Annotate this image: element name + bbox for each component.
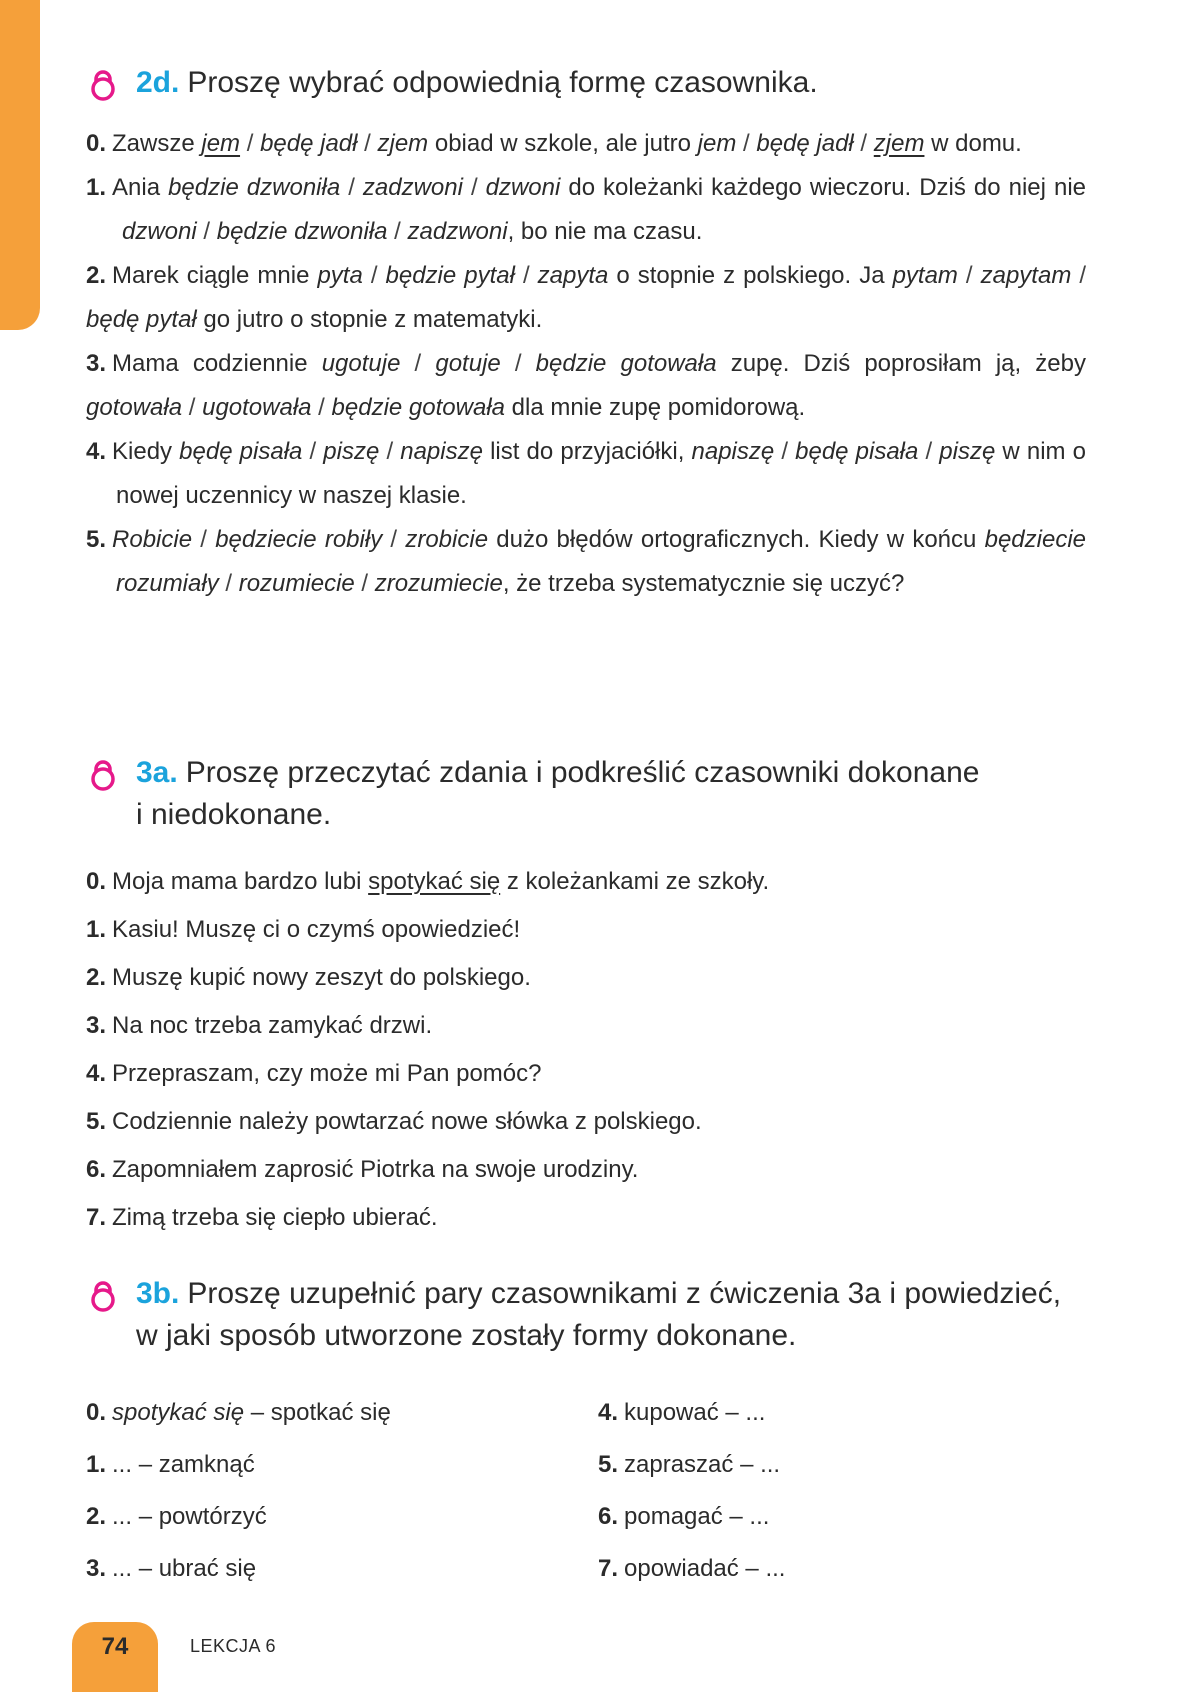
exercise-3b-number: 3b. bbox=[136, 1277, 180, 1310]
exercise-3b bbox=[86, 1273, 1086, 1591]
underlined-verb: spotykać się bbox=[368, 868, 501, 895]
list-item: 6. Zapomniałem zaprosić Piotrka na swoje urodziny. bbox=[86, 1156, 639, 1183]
list-item: 1. Kasiu! Muszę ci o czymś opowiedzieć! bbox=[86, 916, 521, 943]
list-item: 3. Na noc trzeba zamykać drzwi. bbox=[86, 1012, 433, 1039]
pair-item: 7. opowiadać – ... bbox=[598, 1555, 786, 1582]
list-item: 2. Marek ciągle mnie pyta / będzie pytał / zapyta o stopnie z polskiego. Ja pytam / zapytam / będę pytał go jutro o stopnie z matematyki. bbox=[86, 262, 1086, 333]
pair-item: 6. pomagać – ... bbox=[598, 1503, 770, 1530]
exercise-3b-pairs bbox=[86, 1391, 1086, 1591]
exercise-3a-heading bbox=[86, 752, 1086, 836]
pair-item: 4. kupować – ... bbox=[598, 1399, 766, 1426]
padlock-icon bbox=[86, 1279, 120, 1313]
exercise-3a-title-line1: Proszę przeczytać zdania i podkreślić czasowniki dokonane bbox=[185, 756, 980, 789]
exercise-3b-heading bbox=[86, 1273, 1086, 1357]
pair-item: 5. zapraszać – ... bbox=[598, 1451, 781, 1478]
padlock-icon bbox=[86, 68, 120, 102]
page-number: 74 bbox=[72, 1622, 158, 1692]
exercise-2d bbox=[86, 62, 1086, 606]
list-item: 5. Codziennie należy powtarzać nowe słówka z polskiego. bbox=[86, 1108, 702, 1135]
exercise-2d-title: Proszę wybrać odpowiednią formę czasownika. bbox=[187, 66, 818, 99]
list-item: 1. Ania będzie dzwoniła / zadzwoni / dzwoni do koleżanki każdego wieczoru. Dziś do niej nie dzwoni / będzie dzwoniła / zadzwoni, bo nie ma czasu. bbox=[86, 174, 1086, 245]
exercise-3a-list bbox=[86, 858, 1086, 1242]
list-item: 4. Kiedy będę pisała / piszę / napiszę list do przyjaciółki, napiszę / będę pisała / piszę w nim o nowej uczennicy w naszej klasie. bbox=[86, 438, 1086, 509]
exercise-3a bbox=[86, 752, 1086, 1242]
pair-item: 3. ... – ubrać się bbox=[86, 1555, 257, 1582]
exercise-3a-number: 3a. bbox=[136, 756, 178, 789]
side-tab-marker bbox=[0, 0, 40, 330]
exercise-3b-title-line2: w jaki sposób utworzone zostały formy dokonane. bbox=[136, 1319, 797, 1352]
pair-item: 1. ... – zamknąć bbox=[86, 1451, 255, 1478]
pair-item: 0. spotykać się – spotkać się bbox=[86, 1399, 391, 1426]
list-item: 3. Mama codziennie ugotuje / gotuje / będzie gotowała zupę. Dziś poprosiłam ją, żeby gotowała / ugotowała / będzie gotowała dla mnie zupę pomidorową. bbox=[86, 350, 1086, 421]
exercise-3b-title-line1: Proszę uzupełnić pary czasownikami z ćwiczenia 3a i powiedzieć, bbox=[187, 1277, 1062, 1310]
pair-item: 2. ... – powtórzyć bbox=[86, 1503, 267, 1530]
exercise-2d-number: 2d. bbox=[136, 66, 180, 99]
list-item: 0. Moja mama bardzo lubi spotykać się z koleżankami ze szkoły. bbox=[86, 868, 770, 895]
page-footer bbox=[0, 1622, 400, 1683]
exercise-2d-list bbox=[86, 122, 1086, 606]
lesson-label: LEKCJA 6 bbox=[190, 1636, 277, 1656]
list-item: 2. Muszę kupić nowy zeszyt do polskiego. bbox=[86, 964, 531, 991]
padlock-icon bbox=[86, 758, 120, 792]
list-item: 5. Robicie / będziecie robiły / zrobicie dużo błędów ortograficznych. Kiedy w końcu będziecie rozumiały / rozumiecie / zrozumiecie, że trzeba systematycznie się uczyć? bbox=[86, 526, 1086, 597]
exercise-3a-title-line2: i niedokonane. bbox=[136, 798, 332, 831]
exercise-2d-heading bbox=[86, 62, 1086, 104]
list-item: 4. Przepraszam, czy może mi Pan pomóc? bbox=[86, 1060, 542, 1087]
list-item: 0. Zawsze jem / będę jadł / zjem obiad w szkole, ale jutro jem / będę jadł / zjem w domu. bbox=[86, 130, 1022, 157]
list-item: 7. Zimą trzeba się ciepło ubierać. bbox=[86, 1204, 438, 1231]
